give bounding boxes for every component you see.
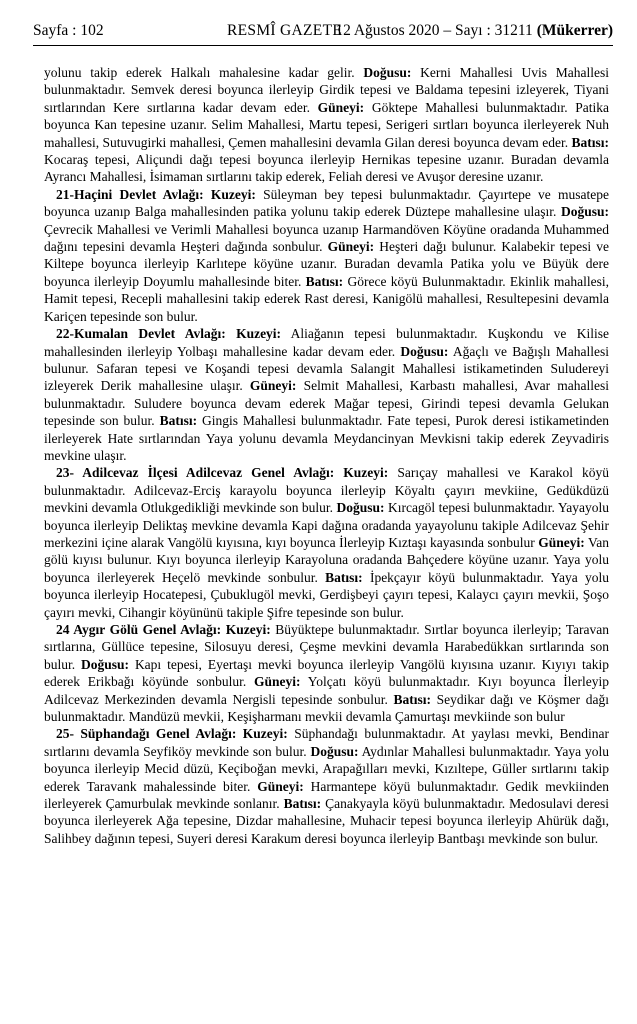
paragraph [44, 725, 609, 847]
paragraph [44, 464, 609, 621]
bold-heading-text: Doğusu: [81, 656, 130, 672]
bold-heading-text: Batısı: [283, 796, 322, 812]
bold-heading-text: 24 Aygır Gölü Genel Avlağı: [56, 622, 222, 637]
edition-label: (Mükerrer) [536, 22, 613, 39]
bold-heading-text: Güneyi: [254, 674, 301, 690]
body-text: Seydikar dağı ve Köşmer dağı bulunmaktadır. Mandüzü mevkii, Keşişharmanı mevkii devamla Çamurtaşı mevkiinde son bulur [44, 691, 609, 725]
body-text: Yolçatı köyü bulunmaktadır. Kıyı boyunca İlerleyip Adilcevaz Merkezinden devamla Nergisli tepesinde sonbulur. [44, 674, 609, 707]
body-text [226, 326, 236, 341]
bold-heading-text: Güneyi: [257, 778, 304, 794]
gazette-title: RESMÎ GAZETE [227, 22, 343, 39]
body-text: Heşteri dağı bulunur. Kalabekir tepesi ve Kiltepe boyunca ilerleyip Karlıtepe köyüne uzanır. Buradan devamla Patika yolu ve Büyük dere boyunca ilerleyip Doyumlu mahallesinde biter. [44, 239, 610, 289]
body-text: Süphandağı bulunmaktadır. At yaylası mevki, Bendinar sırtlarını devamla Seyfiköy mevkinde son bulur. [44, 726, 610, 759]
bold-heading-text: Kuzeyi: [242, 726, 288, 742]
body-text [204, 187, 211, 202]
body-text: Kırcagöl tepesi bulunmaktadır. Yayayolu boyunca ilerleyip Deliktaş mevkine devamla Kapi dağına oradanda yayayolunu takiple Adilcevaz Şehir merkezini içine alarak Vangölü kıyısına, kıyı boyunca İlerleyip Kıztaşı kayasında sonbulur [44, 500, 609, 550]
bold-heading-text: 22-Kumalan Devlet Avlağı: [56, 326, 226, 342]
body-text: Çanakyayla köyü bulunmaktadır. Medosulavi deresi boyunca ilerleyerek Ağa tepesine, Dizdar mahallesine, Muhacir tepesi boyunca ilerleyip Ahürük dağı, Salihbey dağının tepesi, Suyeri deresi Karakum deresi boyunca ilerleyip Bantbaşı mevkinde son bulur. [44, 796, 610, 846]
body-text: Selmit Mahallesi, Karbastı mahallesi, Avar mahallesi bulunmaktadır. Suludere boyunca devam ederek Mağar tepesi, Girindi tepesi devamla Gelukan tepesinde son bulur. [44, 378, 609, 429]
bold-heading-text: Güneyi: [327, 239, 375, 255]
bold-heading-text: Batısı: [159, 413, 198, 429]
paragraph [44, 621, 609, 725]
body-text: Aliağanın tepesi bulunmaktadır. Kuşkondu ve Kilise mahallesinden ilerleyip Yolbaşı mahallesine kadar devam eder. [44, 326, 610, 359]
bold-heading-text: Batısı: [393, 691, 431, 707]
paragraph [44, 325, 609, 464]
bold-heading-text: Doğusu: [560, 204, 609, 220]
bold-heading-text: Doğusu: [310, 743, 359, 759]
body-text: yolunu takip ederek Halkalı mahalesine kadar gelir. [44, 65, 364, 80]
bold-heading-text: Kuzeyi: [343, 465, 389, 481]
article-body [44, 64, 609, 847]
body-text: Harmantepe köyü bulunmaktadır. Gedik mevkiinden ilerleyerek Çamurbulak mevkinde sonlanır. [44, 778, 609, 812]
body-text: Van gölü kıyısı bulunur. Kıyı boyunca ilerleyip Karayoluna oradanda Bahçedere köyüne uzanır. Yaya yolu boyunca ilerleyerek Heçelö mevkinde sonbulur. [44, 534, 609, 585]
bold-heading-text: Batısı: [571, 134, 609, 150]
body-text: Sarıçay mahallesi ve Karakol köyü bulunmaktadır. Adilcevaz-Erciş karayolu boyunca ilerleyip Köyaltı çayırı mevkiine, Gedükdüzü mevkini devamla Otlukgedikliği mevkinde son bulur. [44, 465, 610, 516]
body-text: Gingis Mahallesi bulunmaktadır. Fate tepesi, Purok deresi istikametinden ilerleyerek Hate sırtlarından Yaya yolunu devamla Meydancinyan Mevkisni takip ederek Zeyvadiris mevkine ulaşır. [44, 413, 609, 463]
body-text: Ağaçlı ve Bağışlı Mahallesi bulunur. Safaran tepesi ve Koşandi tepesi devamla Salangit Mahallesi istikametinden Suludereyi izleyerek Derik mahallesine ulaşır. [44, 343, 609, 394]
page-number: Sayfa : 102 [33, 22, 104, 39]
body-text [334, 465, 343, 480]
bold-heading-text: Kuzeyi: [225, 622, 271, 637]
page-header [33, 22, 613, 44]
body-text: Büyüktepe bulunmaktadır. Sırtlar boyunca ilerleyip; Taravan sırtlarına, Güllüce tepesine, Silosuyu deresi, Çeşme mevkini devamla Harabedükkan sırtlarında son bulur. [44, 622, 610, 672]
bold-heading-text: 25- Süphandağı Genel Avlağı: [56, 726, 237, 742]
issue-date-text: 12 Ağustos 2020 – Sayı : 31211 [335, 22, 537, 39]
body-text: Kapı tepesi, Eyertaşı mevki boyunca ilerleyip Vangölü kıyısına uzanır. Kıyıyı takip ederek Erikbağı köyünde sonbulur. [44, 656, 609, 690]
bold-heading-text: Kuzeyi: [210, 186, 256, 202]
body-text: Çevrecik Mahallesi ve Verimli Mahallesi boyunca uzanıp Harmandöven Köyüne oradanda Muhammed dağını tepesini devamla Heşteri dağında sonbulur. [44, 221, 609, 255]
body-text: Kerni Mahallesi Uvis Mahallesi bulunmaktadır. Semvek deresi boyunca ilerleyip Girdik tepesi ve Baldama tepesini izleyerek, Tiyani sırtlarından Kere sırtlarına kadar devam eder. [44, 65, 609, 115]
body-text: Kocaraş tepesi, Aliçundi dağı tepesi boyunca ilerleyip Hernikas tepesine uzanır. Buradan devamla Ayrancı Mahallesi, İsimaman sırtlarını takip ederek, Feliah deresi ve Avuşor deresine uzanır. [44, 152, 609, 185]
bold-heading-text: Batısı: [325, 569, 363, 585]
bold-heading-text: 23- Adilcevaz İlçesi Adilcevaz Genel Avlağı: [56, 465, 335, 481]
body-text: İpekçayır köyü bulunmaktadır. Yaya yolu boyunca ilerleyip Hocatepesi, Çubuklugöl mevki, Gerdişbeyi çayırı tepesi, Kalaycı çayırı mevkii, Şoşo çayırı mevki, Cihangir köyününü takiple Şifre tepesinde son bulur. [44, 569, 609, 620]
bold-heading-text: Doğusu: [400, 343, 449, 359]
body-text: Göktepe Mahallesi bulunmaktadır. Patika boyunca Kan tepesine uzanır. Selim Mahallesi, Martu tepesi, Serigeri sırtları boyunca ilerleyerek Nuh mahallesi, Sutuvugirki mahallesi, Çemen mahallesini devamla Gilan deresi boyunca devam eder. [44, 99, 609, 150]
body-text: Görece köyü Bulunmaktadır. Ekinlik mahallesi, Hamit tepesi, Recepli mahallesini takip ederek Rast deresi, Kanigölü mahallesi, Resultepesini devamla Kariçen tepesinde son bulur. [44, 273, 609, 324]
paragraph [44, 186, 609, 325]
header-rule [33, 45, 613, 46]
bold-heading-text: Doğusu: [336, 500, 385, 516]
bold-heading-text: Batısı: [305, 273, 344, 289]
bold-heading-text: Güneyi: [317, 99, 365, 115]
body-text: Aydınlar Mahallesi bulunmaktadır. Yaya yolu boyunca ilerleyip Mecid düzü, Keçiboğan mevki, Arapağılları mevki, Kızıltepe, Güller sırtlarını takip ederek Taravank mahalessinde biter. [44, 743, 609, 794]
issue-date [335, 22, 613, 40]
bold-heading-text: 21-Haçini Devlet Avlağı: [56, 186, 204, 202]
body-text: Süleyman bey tepesi bulunmaktadır. Çayırtepe ve musatepe boyunca uzanıp Balga mahallesinden patika yolunu takip ederek Düztepe mahallesine ulaşır. [44, 186, 609, 220]
bold-heading-text: Güneyi: [249, 378, 297, 394]
bold-heading-text: Doğusu: [363, 65, 412, 80]
bold-heading-text: Güneyi: [538, 534, 585, 550]
bold-heading-text: Kuzeyi: [236, 326, 282, 342]
paragraph [44, 64, 609, 186]
